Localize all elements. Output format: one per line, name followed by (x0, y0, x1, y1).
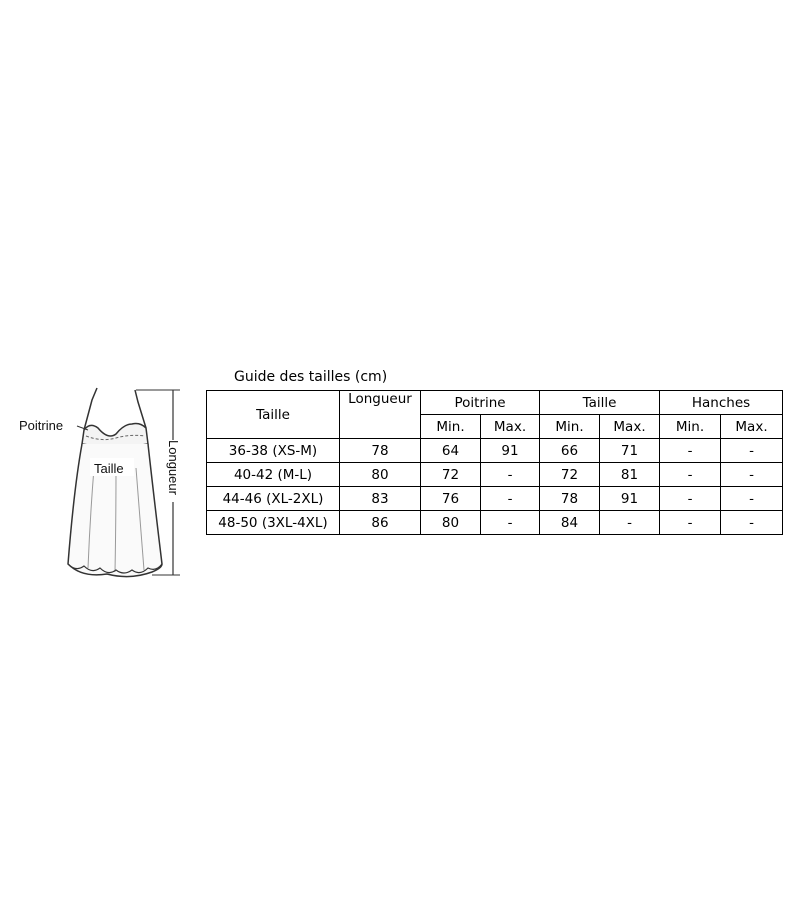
right-strap (135, 390, 146, 428)
size-guide-title: Guide des tailles (cm) (234, 369, 388, 385)
cell-longueur: 86 (340, 511, 421, 535)
dress-illustration (12, 378, 197, 583)
left-strap (84, 388, 97, 430)
cell-size: 48-50 (3XL-4XL) (207, 511, 340, 535)
header-hanches: Hanches (660, 391, 783, 415)
cell-poitrine-min: 80 (421, 511, 481, 535)
cell-hanches-max: - (721, 487, 783, 511)
table-row (207, 439, 783, 463)
header-poitrine-min: Min. (421, 415, 481, 439)
taille-label: Taille (94, 461, 124, 476)
cell-size: 44-46 (XL-2XL) (207, 487, 340, 511)
table-row (207, 511, 783, 535)
size-guide-table (206, 390, 783, 535)
cell-hanches-min: - (660, 439, 721, 463)
header-row-groups (207, 391, 783, 415)
cell-poitrine-max: - (481, 487, 540, 511)
cell-size: 36-38 (XS-M) (207, 439, 340, 463)
cell-poitrine-min: 76 (421, 487, 481, 511)
header-longueur: Longueur (340, 391, 421, 439)
cell-longueur: 83 (340, 487, 421, 511)
header-hanches-min: Min. (660, 415, 721, 439)
cell-taille-max: 91 (600, 487, 660, 511)
header-hanches-max: Max. (721, 415, 783, 439)
cell-hanches-min: - (660, 511, 721, 535)
cell-hanches-min: - (660, 487, 721, 511)
cell-poitrine-max: - (481, 463, 540, 487)
cell-hanches-max: - (721, 439, 783, 463)
cell-size: 40-42 (M-L) (207, 463, 340, 487)
cell-poitrine-max: 91 (481, 439, 540, 463)
cell-hanches-max: - (721, 463, 783, 487)
header-taille-min: Min. (540, 415, 600, 439)
cell-taille-min: 84 (540, 511, 600, 535)
dress-drawing (12, 378, 197, 583)
poitrine-label: Poitrine (19, 418, 64, 433)
header-poitrine: Poitrine (421, 391, 540, 415)
cell-poitrine-min: 72 (421, 463, 481, 487)
header-taille: Taille (207, 391, 340, 439)
cell-taille-max: - (600, 511, 660, 535)
cell-taille-max: 71 (600, 439, 660, 463)
cell-longueur: 78 (340, 439, 421, 463)
cell-hanches-max: - (721, 511, 783, 535)
cell-longueur: 80 (340, 463, 421, 487)
cell-taille-min: 72 (540, 463, 600, 487)
table-row (207, 463, 783, 487)
longueur-label: Longueur (166, 440, 181, 495)
cell-taille-min: 78 (540, 487, 600, 511)
cell-poitrine-min: 64 (421, 439, 481, 463)
header-taille-max: Max. (600, 415, 660, 439)
cell-poitrine-max: - (481, 511, 540, 535)
cell-hanches-min: - (660, 463, 721, 487)
header-poitrine-max: Max. (481, 415, 540, 439)
cell-taille-min: 66 (540, 439, 600, 463)
header-taille-group: Taille (540, 391, 660, 415)
cell-taille-max: 81 (600, 463, 660, 487)
table-row (207, 487, 783, 511)
